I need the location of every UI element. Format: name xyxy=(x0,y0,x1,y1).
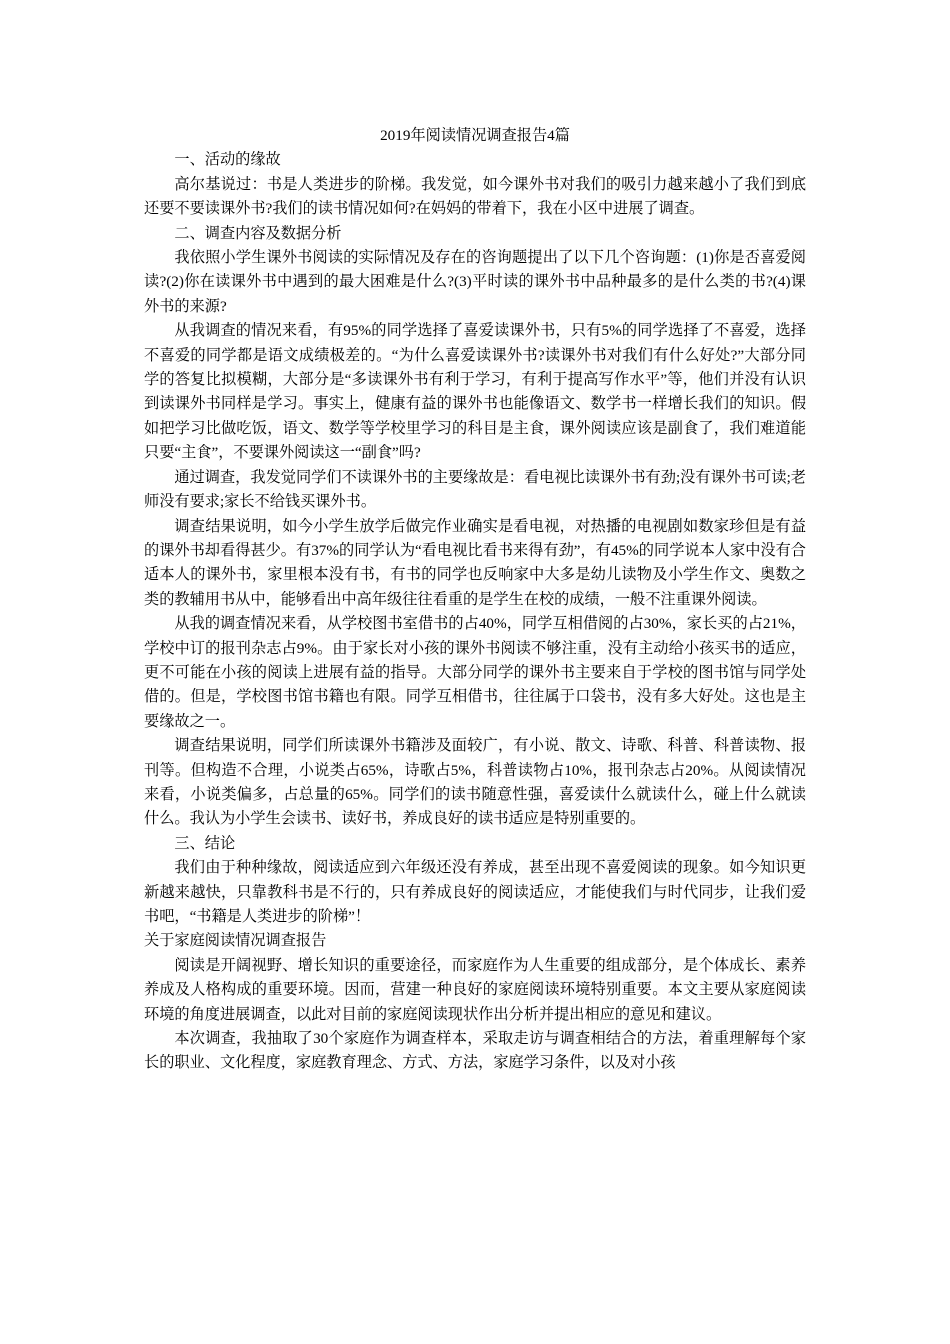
document-title: 2019年阅读情况调查报告4篇 xyxy=(380,127,570,144)
paragraph: 阅读是开阔视野、增长知识的重要途径，而家庭作为人生重要的组成部分，是个体成长、素养养成及人格构成的重要环境。因而，营建一种良好的家庭阅读环境特别重要。本文主要从家庭阅读环境的角度进展调查，以此对目前的家庭阅读现状作出分析并提出相应的意见和建议。 xyxy=(144,956,806,1023)
paragraph: 我依照小学生课外书阅读的实际情况及存在的咨询题提出了以下几个咨询题：(1)你是否喜爱阅读?(2)你在读课外书中遇到的最大困难是什么?(3)平时读的课外书中品种最多的是什么类的书?(4)课外书的来源? xyxy=(144,249,806,315)
section-heading-survey-content: 二、调查内容及数据分析 xyxy=(174,224,342,242)
document-page xyxy=(144,124,806,1076)
section-heading-cause: 一、活动的缘故 xyxy=(174,151,281,169)
report-subtitle: 关于家庭阅读情况调查报告 xyxy=(144,932,327,950)
paragraph: 从我调查的情况来看，有95%的同学选择了喜爱读课外书，只有5%的同学选择了不喜爱，选择不喜爱的同学都是语文成绩极差的。“为什么喜爱读课外书?读课外书对我们有什么好处?”大部分同学的答复比拟模糊，大部分是“多读课外书有利于学习，有利于提高写作水平”等，他们并没有认识到读课外书同样是学习。事实上，健康有益的课外书也能像语文、数学书一样增长我们的知识。假如把学习比做吃饭，语文、数学等学校里学习的科目是主食，课外阅读应该是副食了，我们难道能只要“主食”，不要课外阅读这一“副食”吗? xyxy=(144,322,806,462)
paragraph: 调查结果说明，同学们所读课外书籍涉及面较广，有小说、散文、诗歌、科普、科普读物、报刊等。但构造不合理，小说类占65%，诗歌占5%，科普读物占10%，报刊杂志占20%。从阅读情况来看，小说类偏多，占总量的65%。同学们的读书随意性强，喜爱读什么就读什么，碰上什么就读什么。我认为小学生会读书、读好书，养成良好的读书适应是特别重要的。 xyxy=(144,737,806,828)
paragraph: 高尔基说过：书是人类进步的阶梯。我发觉，如今课外书对我们的吸引力越来越小了我们到底还要不要读课外书?我们的读书情况如何?在妈妈的带着下，我在小区中进展了调查。 xyxy=(144,175,806,218)
paragraph: 调查结果说明，如今小学生放学后做完作业确实是看电视，对热播的电视剧如数家珍但是有益的课外书却看得甚少。有37%的同学认为“看电视比看书来得有劲”，有45%的同学说本人家中没有合适本人的课外书，家里根本没有书，有书的同学也反响家中大多是幼儿读物及小学生作文、奥数之类的教辅用书从中，能够看出中高年级往往看重的是学生在校的成绩，一般不注重课外阅读。 xyxy=(144,517,806,608)
paragraph: 通过调查，我发觉同学们不读课外书的主要缘故是：看电视比读课外书有劲;没有课外书可读;老师没有要求;家长不给钱买课外书。 xyxy=(144,468,806,511)
paragraph: 本次调查，我抽取了30个家庭作为调查样本，采取走访与调查相结合的方法，着重理解每个家长的职业、文化程度，家庭教育理念、方式、方法，家庭学习条件，以及对小孩 xyxy=(144,1030,806,1072)
section-heading-conclusion: 三、结论 xyxy=(174,834,236,852)
paragraph: 从我的调查情况来看，从学校图书室借书的占40%，同学互相借阅的占30%，家长买的占21%，学校中订的报刊杂志占9%。由于家长对小孩的课外书阅读不够注重，没有主动给小孩买书的适应，更不可能在小孩的阅读上进展有益的指导。大部分同学的课外书主要来自于学校的图书馆与同学处借的。但是，学校图书馆书籍也有限。同学互相借书，往往属于口袋书，没有多大好处。这也是主要缘故之一。 xyxy=(144,615,806,730)
paragraph: 我们由于种种缘故，阅读适应到六年级还没有养成，甚至出现不喜爱阅读的现象。如今知识更新越来越快，只靠教科书是不行的，只有养成良好的阅读适应，才能使我们与时代同步，让我们爱书吧，“书籍是人类进步的阶梯”！ xyxy=(144,859,806,925)
